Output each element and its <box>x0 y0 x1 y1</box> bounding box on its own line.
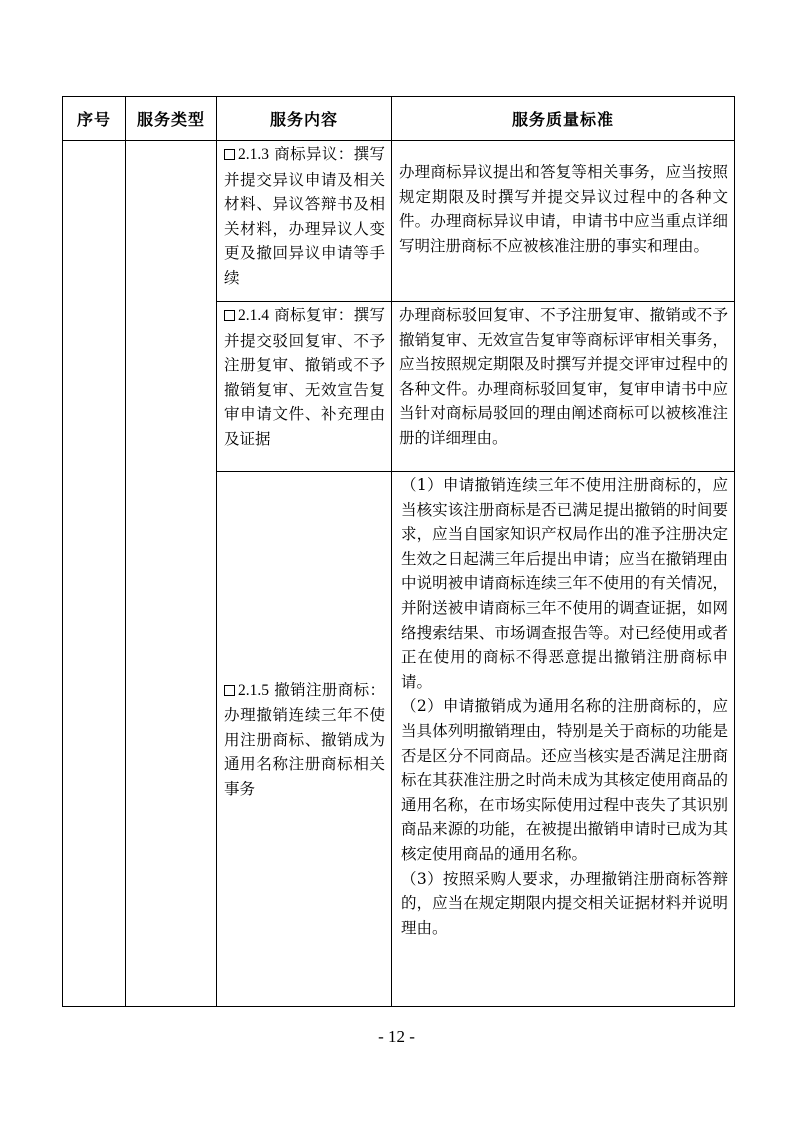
service-content-text: 商标异议：撰写并提交异议申请及相关材料、异议答辩书及相关材料，办理异议人变更及撤回异议申请等手续 <box>224 145 385 287</box>
checkbox-icon <box>224 685 235 696</box>
header-serial-number: 序号 <box>63 97 126 141</box>
checkbox-icon <box>224 149 235 160</box>
standard-paragraph-3: （3）按照采购人要求，办理撤销注册商标答辩的，应当在规定期限内提交相关证据材料并说明理由。 <box>401 869 728 937</box>
item-code: 2.1.4 <box>238 307 269 324</box>
serial-number-cell <box>63 141 126 1007</box>
service-standard-table <box>62 96 735 1007</box>
header-service-content: 服务内容 <box>217 97 392 141</box>
table-row <box>63 141 735 302</box>
service-standard-text: 办理商标驳回复审、不予注册复审、撤销或不予撤销复审、无效宣告复审等商标评审相关事务，应当按照规定期限及时撰写并提交评审过程中的各种文件。办理商标驳回复审，复审申请书中应当针对商标局驳回的理由阐述商标可以被核准注册的详细理由。 <box>399 306 728 447</box>
standard-paragraph-2: （2）申请撤销成为通用名称的注册商标的，应当具体列明撤销理由，特别是关于商标的功能是否是区分不同商品。还应当核实是否满足注册商标在其获准注册之时尚未成为其核定使用商品的通用名称，在市场实际使用过程中丧失了其识别商品来源的功能，在被提出撤销申请时已成为其核定使用商品的通用名称。 <box>401 697 728 863</box>
service-standard-cell <box>392 141 735 302</box>
standard-paragraph-1: （1）申请撤销连续三年不使用注册商标的，应当核实该注册商标是否已满足提出撤销的时间要求，应当自国家知识产权局作出的准予注册决定生效之日起满三年后提出申请；应当在撤销理由中说明被申请商标连续三年不使用的有关情况，并附送被申请商标三年不使用的调查证据，如网络搜索结果、市场调查报告等。对已经使用或者正在使用的商标不得恶意提出撤销注册商标申请。 <box>401 476 728 691</box>
service-content-text: 商标复审：撰写并提交驳回复审、不予注册复审、撤销或不予撤销复审、无效宣告复审申请文件、补充理由及证据 <box>224 306 385 448</box>
service-standard-cell <box>392 472 735 1007</box>
table-header-row <box>63 97 735 141</box>
item-code: 2.1.5 <box>238 681 269 699</box>
service-type-cell <box>126 141 217 1007</box>
service-content-cell <box>217 141 392 302</box>
item-code: 2.1.3 <box>238 146 269 163</box>
header-service-type: 服务类型 <box>126 97 217 141</box>
checkbox-icon <box>224 310 235 321</box>
service-content-cell <box>217 302 392 472</box>
header-service-quality-standard: 服务质量标准 <box>392 97 735 141</box>
page-number: - 12 - <box>378 1027 415 1046</box>
service-standard-cell <box>392 302 735 472</box>
service-standard-text: 办理商标异议提出和答复等相关事务，应当按照规定期限及时撰写并提交异议过程中的各种文件。办理商标异议申请，申请书中应当重点详细写明注册商标不应被核准注册的事实和理由。 <box>399 163 728 255</box>
service-content-text: 撤销注册商标：办理撤销连续三年不使用注册商标、撤销成为通用名称注册商标相关事务 <box>224 680 385 798</box>
service-content-cell <box>217 472 392 1007</box>
